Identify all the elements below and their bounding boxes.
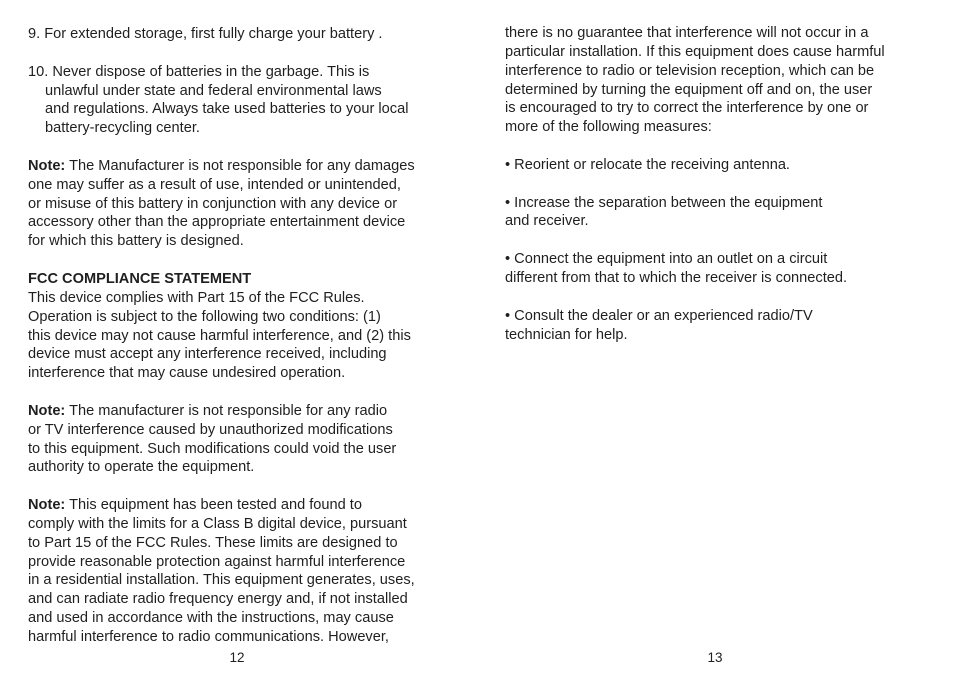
storage-instruction: 9. For extended storage, first fully charge your battery . (28, 26, 383, 42)
bullet-text: and receiver. (505, 213, 589, 230)
left-page (28, 0, 453, 674)
page-number: 13 (707, 650, 723, 665)
bullet-text: technician for help. (505, 326, 628, 343)
note-text: for which this battery is designed. (28, 233, 244, 250)
note-text: and can radiate radio frequency energy and, if not installed (28, 591, 408, 608)
bullet-text: different from that to which the receiver is connected. (505, 269, 848, 286)
note-text: harmful interference to radio communications. However, (28, 629, 389, 645)
class-b-note (28, 496, 453, 647)
bullet-text: • Consult the dealer or an experienced radio/TV (505, 307, 813, 324)
bullet-text: • Increase the separation between the equipment (505, 194, 823, 211)
fcc-text: interference that may cause undesired operation. (28, 365, 346, 382)
body-text: particular installation. If this equipment does cause harmful (505, 43, 885, 60)
note-text: This equipment has been tested and found to (65, 497, 362, 514)
fcc-text: this device may not cause harmful interference, and (2) this (28, 327, 411, 344)
bullet-consult-dealer (505, 307, 930, 345)
interference-continuation (505, 24, 930, 137)
disposal-line: unlawful under state and federal environmental laws (45, 82, 382, 99)
disposal-instruction (28, 63, 453, 138)
right-page (505, 0, 930, 674)
bullet-text: • Reorient or relocate the receiving antenna. (505, 156, 790, 173)
note-text: The manufacturer is not responsible for any radio (65, 402, 388, 419)
note-label: Note: (28, 402, 66, 419)
fcc-statement (28, 289, 453, 383)
fcc-heading (28, 270, 453, 289)
note-text: or misuse of this battery in conjunction with any device or (28, 195, 398, 212)
note-text: to this equipment. Such modifications could void the user (28, 440, 397, 457)
fcc-text: This device complies with Part 15 of the FCC Rules. (28, 289, 365, 306)
bullet-reorient-antenna (505, 156, 930, 175)
note-text: one may suffer as a result of use, intended or unintended, (28, 176, 401, 193)
right-page-text (505, 24, 930, 344)
note-text: and used in accordance with the instructions, may cause (28, 610, 394, 627)
note-text: in a residential installation. This equipment generates, uses, (28, 572, 415, 589)
bullet-increase-separation (505, 194, 930, 232)
disposal-line: and regulations. Always take used batteries to your local (45, 101, 409, 118)
note-text: authority to operate the equipment. (28, 459, 255, 476)
fcc-text: Operation is subject to the following two conditions: (1) (28, 308, 381, 325)
body-text: more of the following measures: (505, 119, 712, 136)
note-text: The Manufacturer is not responsible for any damages (65, 157, 415, 174)
body-text: is encouraged to try to correct the interference by one or (505, 100, 869, 117)
body-text: there is no guarantee that interference will not occur in a (505, 25, 869, 41)
page-number: 12 (229, 650, 245, 665)
manufacturer-damage-note (28, 157, 453, 251)
bullet-text: • Connect the equipment into an outlet on a circuit (505, 251, 828, 268)
body-text: determined by turning the equipment off and on, the user (505, 81, 873, 98)
note-label: Note: (28, 497, 66, 514)
note-text: to Part 15 of the FCC Rules. These limits are designed to (28, 534, 398, 551)
note-text: accessory other than the appropriate entertainment device (28, 214, 406, 231)
note-text: or TV interference caused by unauthorized modifications (28, 421, 393, 438)
body-text: interference to radio or television reception, which can be (505, 62, 875, 79)
note-label: Note: (28, 157, 66, 174)
note-text: comply with the limits for a Class B digital device, pursuant (28, 515, 407, 532)
interference-note (28, 402, 453, 477)
left-page-text (28, 25, 453, 647)
fcc-text: device must accept any interference received, including (28, 346, 387, 363)
bullet-different-circuit (505, 250, 930, 288)
disposal-line: battery-recycling center. (45, 120, 200, 137)
disposal-line: 10. Never dispose of batteries in the garbage. This is (28, 63, 370, 80)
fcc-heading-text: FCC COMPLIANCE STATEMENT (28, 270, 252, 287)
note-text: provide reasonable protection against harmful interference (28, 553, 406, 570)
